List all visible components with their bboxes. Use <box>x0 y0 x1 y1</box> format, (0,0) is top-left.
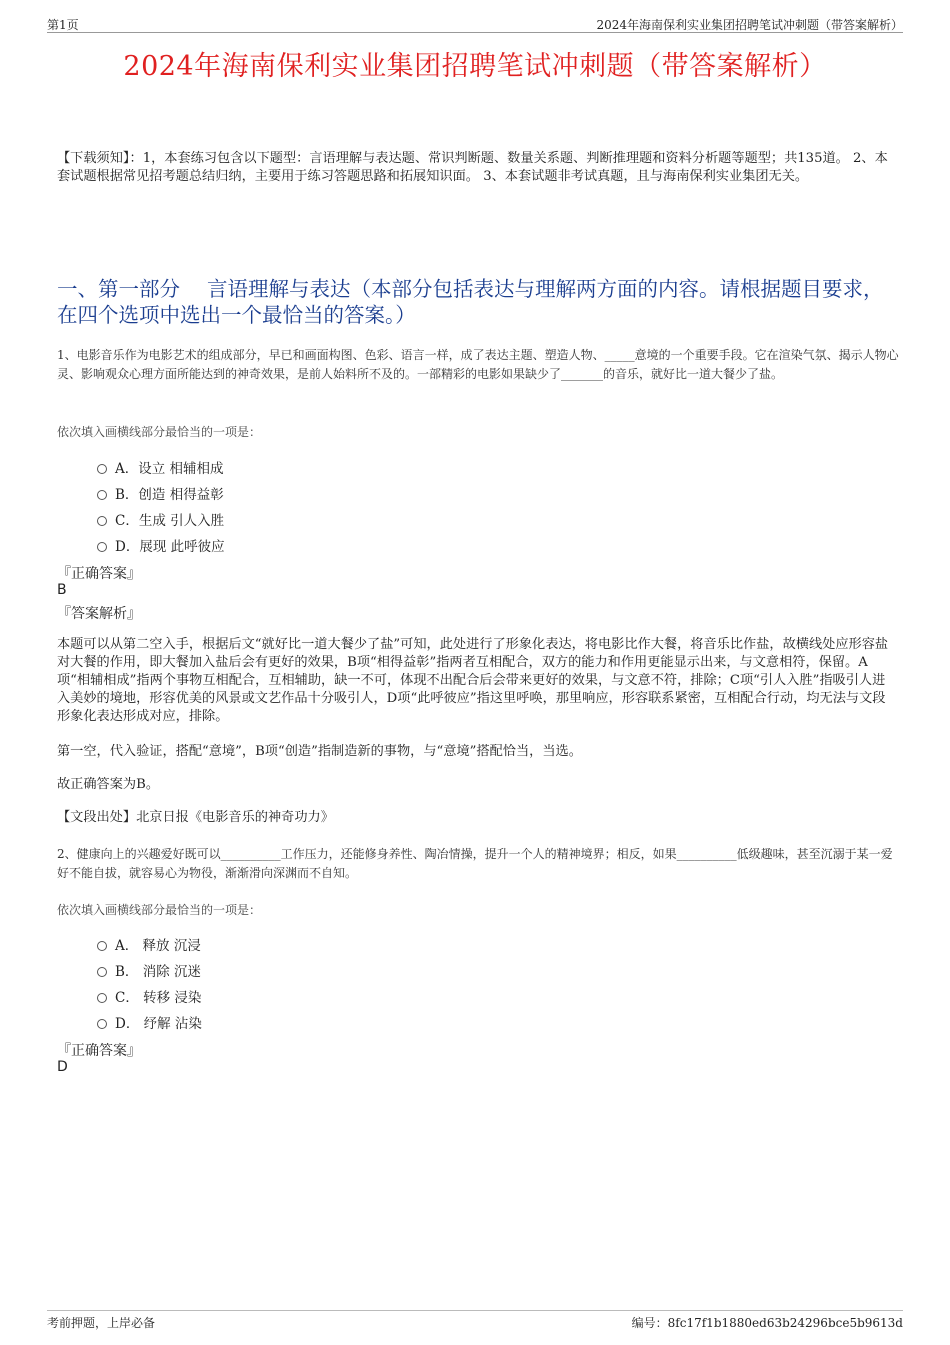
footer-divider <box>47 1310 903 1311</box>
page-header <box>47 14 903 33</box>
question-1-blank-1: _____ <box>604 348 635 362</box>
download-notice: 【下载须知】：1，本套练习包含以下题型：言语理解与表达题、常识判断题、数量关系题、判断推理题和资料分析题等题型；共135道。 2、本套试题根据常见招考题总结归纳，主要用于练习答题思路和拓展知识面。 3、本套试题非考试真题，且与海南保利实业集团无关。 <box>57 151 888 184</box>
question-2-answer: D <box>57 1059 68 1075</box>
question-1-source: 【文段出处】北京日报《电影音乐的神奇功力》 <box>57 810 334 825</box>
question-2-text: 2、健康向上的兴趣爱好既可以__________工作压力，还能修身养性、陶冶情操，提升一个人的精神境界；相反，如果__________低级趣味，甚至沉溺于某一爱好不能自拔，就容易心为物役，渐渐滑向深渊而不自知。 <box>57 847 893 880</box>
document-title: 2024年海南保利实业集团招聘笔试冲刺题（带答案解析） <box>123 51 827 82</box>
section-title: 一、第一部分 言语理解与表达（本部分包括表达与理解两方面的内容。请根据题目要求，在四个选项中选出一个最恰当的答案。） <box>57 277 884 327</box>
question-1-answer: B <box>57 582 67 598</box>
radio-icon[interactable] <box>97 941 107 951</box>
question-1-analysis-label: 『答案解析』 <box>57 606 141 622</box>
question-2-blank-2: __________ <box>676 847 737 861</box>
question-1-analysis-para-3: 故正确答案为B。 <box>57 777 160 792</box>
page-number: 第1页 <box>47 18 79 32</box>
question-2-option-c[interactable]: C． 转移 浸染 <box>97 986 201 1006</box>
question-1-blank-2: _______ <box>561 367 604 381</box>
question-1-option-d[interactable]: D．展现 此呼彼应 <box>97 535 225 555</box>
question-2-blank-1: __________ <box>220 847 281 861</box>
question-1-option-a[interactable]: A．设立 相辅相成 <box>97 457 224 477</box>
question-1-analysis-para-2: 第一空，代入验证，搭配“意境”，B项“创造”指制造新的事物，与“意境”搭配恰当，当选。 <box>57 744 582 759</box>
radio-icon[interactable] <box>97 993 107 1003</box>
question-1-option-c[interactable]: C．生成 引人入胜 <box>97 509 224 529</box>
question-2-answer-label: 『正确答案』 <box>57 1043 141 1059</box>
question-2-prompt: 依次填入画横线部分最恰当的一项是： <box>57 903 262 917</box>
question-2-option-d[interactable]: D． 纾解 沾染 <box>97 1012 202 1032</box>
radio-icon[interactable] <box>97 542 107 552</box>
question-1-prompt: 依次填入画横线部分最恰当的一项是： <box>57 425 262 439</box>
question-1-answer-label: 『正确答案』 <box>57 566 141 582</box>
question-2-option-b[interactable]: B． 消除 沉迷 <box>97 960 201 980</box>
footer-slogan: 考前押题，上岸必备 <box>47 1316 156 1330</box>
question-1-analysis-para-1: 本题可以从第二空入手，根据后文“就好比一道大餐少了盐”可知，此处进行了形象化表达，将电影比作大餐，将音乐比作盐，故横线处应形容盐对大餐的作用，即大餐加入盐后会有更好的效果，B项“相得益彰”指两者互相配合，双方的能力和作用更能显示出来，与文意相符，保留。A项“相辅相成”指两个事物互相配合，互相辅助，缺一不可，体现不出配合后会带来更好的效果，与文意不符，排除；C项“引人入胜”指吸引人进入美妙的境地，形容优美的风景或文艺作品十分吸引人，D项“此呼彼应”指这里呼唤，那里响应，形容联系紧密，互相配合行动，均无法与文段形象化表达形成对应，排除。 <box>57 637 889 724</box>
radio-icon[interactable] <box>97 967 107 977</box>
radio-icon[interactable] <box>97 516 107 526</box>
header-doc-title: 2024年海南保利实业集团招聘笔试冲刺题（带答案解析） <box>596 18 903 32</box>
footer-doc-id: 编号：8fc17f1b1880ed63b24296bce5b9613d <box>631 1316 903 1330</box>
question-1-text: 1、电影音乐作为电影艺术的组成部分，早已和画面构图、色彩、语言一样，成了表达主题、塑造人物、_____意境的一个重要手段。它在渲染气氛、揭示人物心灵、影响观众心理方面所能达到的神奇效果，是前人始料所不及的。一部精彩的电影如果缺少了_______的音乐，就好比一道大餐少了盐。 <box>57 348 899 381</box>
radio-icon[interactable] <box>97 464 107 474</box>
radio-icon[interactable] <box>97 490 107 500</box>
radio-icon[interactable] <box>97 1019 107 1029</box>
question-1-option-b[interactable]: B．创造 相得益彰 <box>97 483 224 503</box>
question-2-option-a[interactable]: A． 释放 沉浸 <box>97 934 201 954</box>
